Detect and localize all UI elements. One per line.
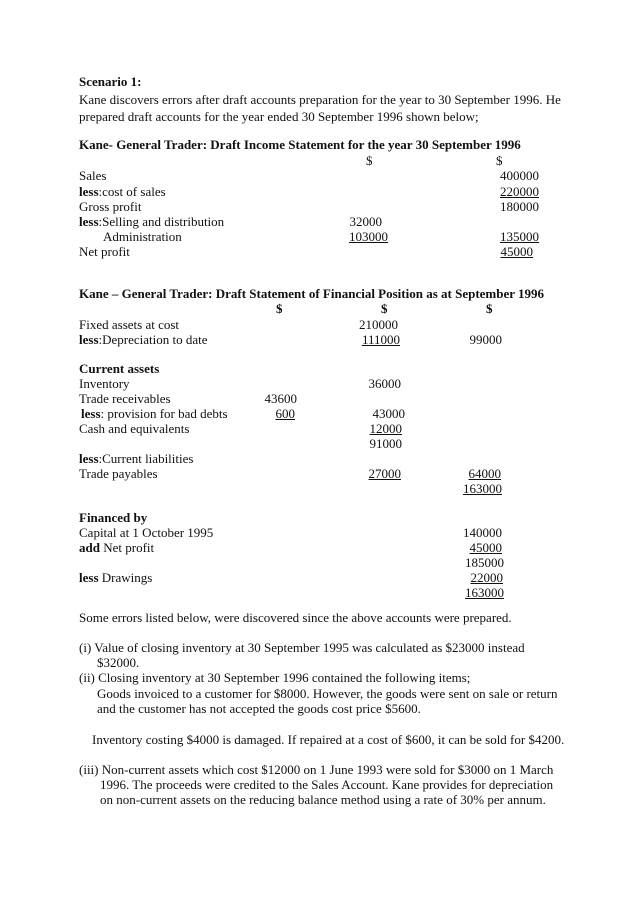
error-item-3-line-3: on non-current assets on the reducing balance method using a rate of 30% per annum. [100, 792, 546, 807]
error-item-1-line-1: (i) Value of closing inventory at 30 September 1995 was calculated as $23000 instead [79, 640, 525, 655]
fp-col-header-1: $ [276, 301, 283, 316]
income-col-header-1: $ [366, 153, 373, 168]
error-item-3-line-2: 1996. The proceeds were credited to the Sales Account. Kane provides for depreciation [100, 777, 554, 792]
income-row-value: 103000 [349, 229, 388, 244]
fixed-assets-label: Fixed assets at cost [79, 317, 180, 332]
financed-by-heading: Financed by [79, 510, 148, 525]
trade-receivables-label: Trade receivables [79, 391, 171, 406]
net-current-assets-value: 64000 [468, 466, 501, 481]
income-row-label: less:cost of sales [79, 184, 166, 199]
income-row-value: 135000 [500, 229, 539, 244]
income-row-label: Administration [103, 229, 182, 244]
capital-value: 140000 [463, 525, 502, 540]
income-row-value: 400000 [500, 168, 539, 183]
income-row-label: Gross profit [79, 199, 142, 214]
error-item-2-line-4: Inventory costing $4000 is damaged. If repaired at a cost of $600, it can be sold for $4200. [92, 732, 565, 747]
errors-intro: Some errors listed below, were discovered since the above accounts were prepared. [79, 610, 512, 625]
capital-total: 163000 [465, 585, 504, 600]
inventory-label: Inventory [79, 376, 130, 391]
cash-value: 12000 [369, 421, 402, 436]
drawings-label: less Drawings [79, 570, 153, 585]
fixed-assets-value: 210000 [359, 317, 398, 332]
income-row-value: 220000 [500, 184, 539, 199]
fp-col-header-3: $ [486, 301, 493, 316]
trade-payables-value: 27000 [368, 466, 401, 481]
financial-position-title: Kane – General Trader: Draft Statement of Financial Position as at September 1996 [79, 286, 545, 301]
capital-subtotal: 185000 [465, 555, 504, 570]
fp-col-header-2: $ [381, 301, 388, 316]
add-net-profit-label: add Net profit [79, 540, 155, 555]
provision-value: 600 [275, 406, 295, 421]
add-net-profit-value: 45000 [469, 540, 502, 555]
cash-label: Cash and equivalents [79, 421, 190, 436]
income-col-header-2: $ [496, 153, 503, 168]
current-assets-heading: Current assets [79, 361, 160, 376]
income-row-value: 180000 [500, 199, 539, 214]
trade-receivables-value: 43600 [264, 391, 297, 406]
error-item-2-line-3: and the customer has not accepted the goods cost price $5600. [97, 701, 421, 716]
income-row-label: Net profit [79, 244, 130, 259]
income-row-label: less:Selling and distribution [79, 214, 225, 229]
income-statement-title: Kane- General Trader: Draft Income Statement for the year 30 September 1996 [79, 137, 521, 152]
scenario-title: Scenario 1: [79, 74, 142, 89]
net-fixed-assets-value: 99000 [469, 332, 502, 347]
net-receivables-value: 43000 [372, 406, 405, 421]
net-assets-total: 163000 [463, 481, 502, 496]
depreciation-value: 111000 [361, 332, 400, 347]
current-assets-total: 91000 [369, 436, 402, 451]
error-item-2-line-2: Goods invoiced to a customer for $8000. However, the goods were sent on sale or return [97, 686, 558, 701]
capital-label: Capital at 1 October 1995 [79, 525, 214, 540]
provision-label: less: provision for bad debts [81, 406, 228, 421]
inventory-value: 36000 [368, 376, 401, 391]
current-liabilities-label: less:Current liabilities [79, 451, 194, 466]
error-item-1-line-2: $32000. [97, 655, 140, 670]
intro-line-2: prepared draft accounts for the year ended 30 September 1996 shown below; [79, 109, 479, 124]
income-row-value: 45000 [500, 244, 533, 259]
trade-payables-label: Trade payables [79, 466, 158, 481]
error-item-2-line-1: (ii) Closing inventory at 30 September 1996 contained the following items; [79, 670, 471, 685]
drawings-value: 22000 [470, 570, 503, 585]
income-row-label: Sales [79, 168, 107, 183]
depreciation-label: less:Depreciation to date [79, 332, 208, 347]
intro-line-1: Kane discovers errors after draft accounts preparation for the year to 30 September 1996. He [79, 92, 561, 107]
income-row-value: 32000 [349, 214, 382, 229]
error-item-3-line-1: (iii) Non-current assets which cost $12000 on 1 June 1993 were sold for $3000 on 1 March [79, 762, 554, 777]
